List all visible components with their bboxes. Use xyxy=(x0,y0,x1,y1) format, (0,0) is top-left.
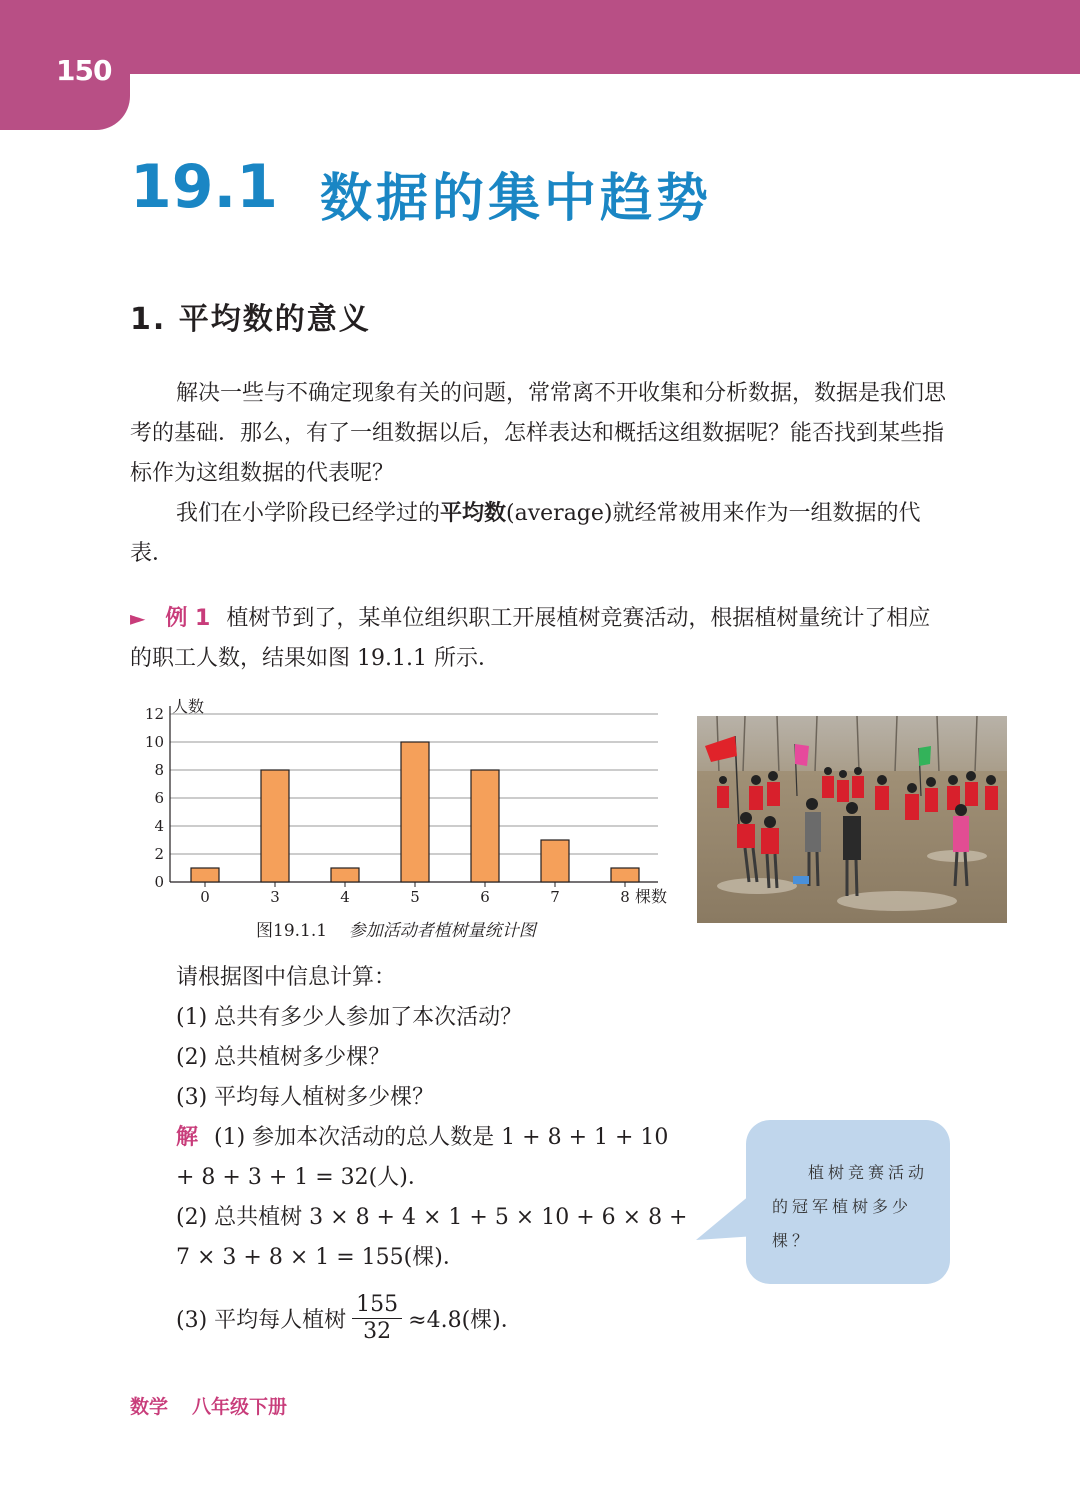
solution-label: 解 xyxy=(176,1125,199,1150)
x-tick-label: 6 xyxy=(480,888,490,906)
fraction-denominator: 32 xyxy=(363,1318,392,1344)
y-tick-label: 8 xyxy=(154,761,164,779)
question-intro: 请根据图中信息计算： xyxy=(176,965,397,990)
solution-text-1: (1) 参加本次活动的总人数是 1 + 8 + 1 + 10 + 8 + 3 + 1 = 32(人)． xyxy=(176,1125,669,1190)
footer-grade: 八年级下册 xyxy=(192,1396,288,1418)
bar-8 xyxy=(611,868,639,882)
intro-text-1: 解决一些与不确定现象有关的问题，常常离不开收集和分析数据，数据是我们思考的基础．那么，有了一组数据以后，怎样表达和概括这组数据呢？能否找到某些指标作为这组数据的代表呢？ xyxy=(130,381,947,486)
bar-6 xyxy=(471,770,499,882)
speech-bubble-text xyxy=(772,1156,932,1258)
example-label: 例 1 xyxy=(165,606,211,631)
x-tick-label: 7 xyxy=(550,888,560,906)
bar-7 xyxy=(541,840,569,882)
bubble-line-3: 棵？ xyxy=(772,1231,813,1250)
section-number: 19.1 xyxy=(130,152,279,222)
bar-chart xyxy=(138,690,678,912)
solution-step-3-prefix: (3) 平均每人植树 xyxy=(176,1307,347,1333)
bubble-line-2: 的冠军植树多少 xyxy=(772,1197,913,1216)
intro-text-2a: 我们在小学阶段已经学过的 xyxy=(176,501,441,526)
x-tick-label: 0 xyxy=(200,888,210,906)
x-tick-label: 8 xyxy=(620,888,630,906)
question-item-1: (1) 总共有多少人参加了本次活动？ xyxy=(176,1005,523,1030)
solution-step-3-suffix: ≈4.8(棵)． xyxy=(408,1307,523,1333)
question-item-3: (3) 平均每人植树多少棵？ xyxy=(176,1085,435,1110)
solution-step-2: (2) 总共植树 3 × 8 + 4 × 1 + 5 × 10 + 6 × 8 + 7 × 3 + 8 × 1 = 155(棵)． xyxy=(176,1205,688,1270)
y-axis-label: 人数 xyxy=(172,697,205,716)
y-tick-label: 10 xyxy=(144,733,164,751)
intro-text-2b: (average)就经常被用来作为一组数据的代表． xyxy=(130,501,921,566)
solution-step-1 xyxy=(130,1118,690,1198)
bar-4 xyxy=(331,868,359,882)
example-1 xyxy=(130,598,952,679)
page-number: 150 xyxy=(56,54,112,87)
y-tick-label: 2 xyxy=(154,845,164,863)
tree-planting-photo xyxy=(697,716,1007,923)
bar-5 xyxy=(401,742,429,882)
figure-caption xyxy=(256,916,536,941)
solution xyxy=(130,1118,690,1278)
x-axis-label: 棵数 xyxy=(635,887,668,906)
footer xyxy=(130,1392,287,1419)
x-tick-label: 4 xyxy=(340,888,350,906)
question-item-2: (2) 总共植树多少棵？ xyxy=(176,1045,391,1070)
y-tick-label: 6 xyxy=(154,789,164,807)
bar-0 xyxy=(191,868,219,882)
y-tick-label: 0 xyxy=(154,873,164,891)
subsection-title: 1. 平均数的意义 xyxy=(130,302,371,337)
bubble-line-1: 植树竞赛活动 xyxy=(808,1163,929,1182)
y-tick-label: 12 xyxy=(144,705,164,723)
section-title: 数据的集中趋势 xyxy=(320,169,713,229)
bar-3 xyxy=(261,770,289,882)
solution-step-3 xyxy=(176,1288,523,1348)
footer-subject: 数学 xyxy=(130,1396,169,1418)
fraction xyxy=(352,1292,402,1345)
header-bar xyxy=(0,0,1080,74)
example-text: 植树节到了，某单位组织职工开展植树竞赛活动，根据植树量统计了相应的职工人数，结果如图 19.1.1 所示． xyxy=(130,606,931,671)
caption-text: 参加活动者植树量统计图 xyxy=(348,921,536,941)
intro-paragraph-2 xyxy=(130,494,952,574)
x-tick-label: 5 xyxy=(410,888,420,906)
fraction-numerator: 155 xyxy=(352,1292,402,1319)
x-tick-label: 3 xyxy=(270,888,280,906)
intro-paragraph-1 xyxy=(130,374,952,494)
y-tick-label: 4 xyxy=(154,817,164,835)
triangle-marker-icon: ► xyxy=(130,606,146,630)
term-average: 平均数 xyxy=(440,501,507,526)
question-list xyxy=(130,958,690,1118)
caption-number: 图19.1.1 xyxy=(256,921,328,941)
